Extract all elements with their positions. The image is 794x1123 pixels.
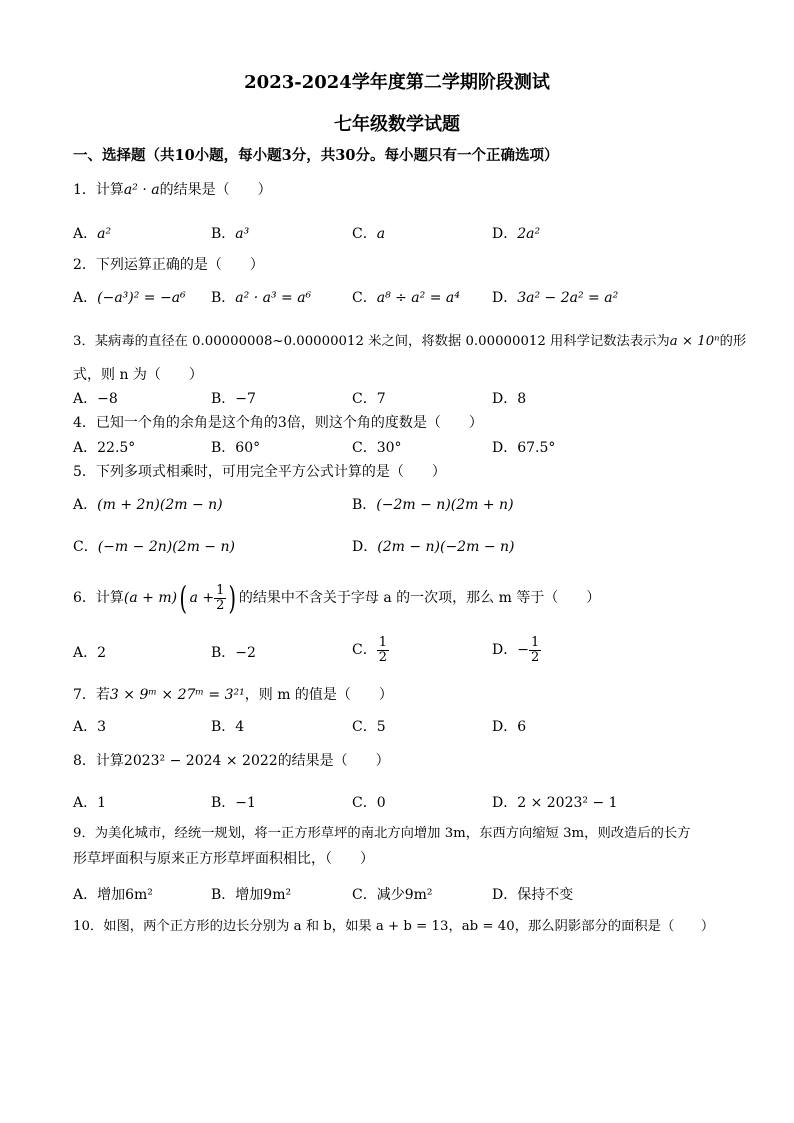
option-label: A． [73, 440, 98, 456]
question-9: 9．为美化城市，经统一规划，将一正方形草坪的南北方向增加 3m，东西方向缩短 3m，则改造后的长方 [73, 826, 691, 841]
q2-option-c[interactable] [352, 291, 460, 305]
option-value: (2m − n)(−2m − n) [377, 539, 515, 555]
question-3 [73, 335, 746, 348]
option-label: D． [492, 642, 518, 658]
option-label: C． [352, 290, 377, 306]
option-value: 1 [97, 795, 107, 811]
option-label: D． [492, 887, 518, 903]
option-label: D． [492, 290, 518, 306]
q1-option-d[interactable] [492, 227, 540, 241]
denominator: 2 [378, 649, 387, 665]
q6-option-c[interactable] [352, 632, 389, 668]
q8-pre: 8．计算 [73, 753, 124, 769]
q7-post: ，则 m 的值是（ ） [244, 687, 393, 703]
q7-option-c[interactable] [352, 720, 386, 734]
q1-pre: 1．计算 [73, 182, 124, 198]
option-label: C． [352, 440, 377, 456]
q6-option-b[interactable] [211, 646, 256, 660]
option-label: A． [73, 290, 98, 306]
option-value: −2 [235, 645, 256, 661]
q2-option-b[interactable] [211, 291, 311, 305]
numerator: 1 [216, 582, 225, 598]
option-fraction [377, 636, 389, 664]
option-value: 60° [235, 440, 261, 456]
option-label: A． [73, 391, 98, 407]
q7-option-d[interactable] [492, 720, 526, 734]
option-value: a² · a³ = a⁶ [235, 290, 312, 306]
q1-option-a[interactable] [73, 227, 111, 241]
option-label: C． [352, 719, 377, 735]
q6-option-d[interactable] [492, 632, 541, 668]
option-value: −1 [235, 795, 256, 811]
option-label: A． [73, 226, 98, 242]
q8-option-c[interactable] [352, 796, 386, 810]
question-3-line2: 式，则 n 为（ ） [73, 367, 203, 383]
option-value: 3 [97, 719, 107, 735]
option-value: a⁸ ÷ a² = a⁴ [376, 290, 460, 306]
option-value: 增加9m² [235, 887, 292, 903]
option-value: 5 [376, 719, 386, 735]
q6-expr-a: (a + m) [123, 590, 178, 606]
option-label: B． [211, 440, 236, 456]
q8-expr: 2023² − 2024 × 2022 [123, 753, 278, 769]
minus-sign: − [517, 642, 529, 658]
option-value: 保持不变 [517, 887, 574, 903]
option-value: 6 [517, 719, 527, 735]
q7-option-a[interactable] [73, 720, 106, 734]
option-label: B． [352, 497, 377, 513]
option-label: B． [211, 226, 236, 242]
option-label: C． [352, 391, 377, 407]
option-value: 0 [376, 795, 386, 811]
question-4: 4．已知一个角的余角是这个角的3倍，则这个角的度数是（ ） [73, 415, 483, 431]
q4-option-c[interactable] [352, 441, 402, 455]
option-value: 7 [376, 391, 386, 407]
option-label: C． [73, 539, 98, 555]
option-value: a³ [235, 226, 250, 242]
option-label: B． [211, 645, 236, 661]
option-value: (−a³)² = −a⁶ [97, 290, 186, 306]
question-9-line2: 形草坪面积与原来正方形草坪面积相比，（ ） [73, 851, 374, 867]
q5-option-b[interactable] [352, 498, 514, 512]
option-value: 3a² − 2a² = a² [517, 290, 619, 306]
option-value: (−m − 2n)(2m − n) [97, 539, 235, 555]
q2-option-d[interactable] [492, 291, 618, 305]
q7-expr: 3 × 9ᵐ × 27ᵐ = 3²¹ [109, 687, 245, 703]
q6-pre: 6．计算 [73, 590, 124, 606]
exam-title: 2023-2024学年度第二学期阶段测试 [244, 72, 550, 93]
q7-pre: 7．若 [73, 687, 110, 703]
option-value: −7 [235, 391, 256, 407]
question-1 [73, 183, 272, 197]
option-value: 30° [376, 440, 402, 456]
q4-option-b[interactable] [211, 441, 260, 455]
paren-close: ) [228, 579, 237, 617]
option-label: D． [492, 226, 518, 242]
numerator: 1 [378, 634, 387, 650]
q5-option-a[interactable] [73, 498, 223, 512]
option-label: D． [492, 391, 518, 407]
option-label: D． [492, 795, 518, 811]
paren-open: ( [179, 579, 188, 617]
q6-post: 的结果中不含关于字母 a 的一次项，那么 m 等于（ ） [238, 590, 601, 606]
option-label: D． [492, 440, 518, 456]
q3-option-d[interactable] [492, 392, 526, 406]
q5-option-d[interactable] [352, 540, 514, 554]
q1-post: 的结果是（ ） [159, 182, 272, 198]
option-label: C． [352, 226, 377, 242]
option-value: 22.5° [97, 440, 136, 456]
option-value: −8 [97, 391, 118, 407]
section-heading: 一、选择题（共10小题，每小题3分，共30分。每小题只有一个正确选项） [73, 147, 559, 164]
q4-option-d[interactable] [492, 441, 555, 455]
q8-option-a[interactable] [73, 796, 106, 810]
q3-option-a[interactable] [73, 392, 118, 406]
option-label: A． [73, 645, 98, 661]
q3-expr: a × 10ⁿ [669, 334, 720, 349]
option-label: D． [492, 719, 518, 735]
question-5: 5．下列多项式相乘时，可用完全平方公式计算的是（ ） [73, 464, 446, 480]
option-label: A． [73, 795, 98, 811]
option-value: 2a² [517, 226, 541, 242]
option-label: C． [352, 795, 377, 811]
q7-option-b[interactable] [211, 720, 244, 734]
q5-option-c[interactable] [73, 540, 235, 554]
q1-expr: a² · a [123, 182, 160, 198]
option-label: C． [352, 887, 377, 903]
q3-option-b[interactable] [211, 392, 256, 406]
q9-option-d[interactable] [492, 888, 573, 902]
option-value: 减少9m² [376, 887, 433, 903]
option-label: A． [73, 887, 98, 903]
q8-option-b[interactable] [211, 796, 256, 810]
option-fraction [529, 636, 541, 664]
q8-post: 的结果是（ ） [277, 753, 390, 769]
option-label: A． [73, 719, 98, 735]
option-label: B． [211, 290, 236, 306]
option-label: A． [73, 497, 98, 513]
question-10: 10．如图，两个正方形的边长分别为 a 和 b，如果 a + b = 13，ab = 40，那么阴影部分的面积是（ ） [73, 919, 715, 934]
q9-option-a[interactable] [73, 888, 153, 902]
q6-option-a[interactable] [73, 646, 106, 660]
q3-text: 3．某病毒的直径在 0.00000008~0.00000012 米之间，将数据 0.00000012 用科学记数法表示为 [73, 334, 670, 349]
q9-option-b[interactable] [211, 888, 291, 902]
q6-expr-b: a + [189, 590, 215, 606]
option-value: (−2m − n)(2m + n) [376, 497, 514, 513]
option-value: a² [97, 226, 112, 242]
q3-text-end: 的形 [719, 334, 747, 349]
option-value: 增加6m² [97, 887, 153, 903]
q8-option-d[interactable] [492, 796, 618, 810]
q4-option-a[interactable] [73, 441, 135, 455]
q3-option-c[interactable] [352, 392, 386, 406]
denominator: 2 [216, 597, 225, 613]
option-value: 2 [97, 645, 107, 661]
q2-option-a[interactable] [73, 291, 186, 305]
option-value: 67.5° [517, 440, 556, 456]
option-value: 2 × 2023² − 1 [517, 795, 618, 811]
option-value: 8 [517, 391, 527, 407]
q6-fraction [214, 584, 226, 612]
question-2: 2．下列运算正确的是（ ） [73, 257, 264, 273]
q1-option-c[interactable] [352, 227, 385, 241]
option-label: B． [211, 391, 236, 407]
option-label: C． [352, 642, 377, 658]
question-8 [73, 754, 390, 768]
option-value: a [376, 226, 386, 242]
option-label: B． [211, 887, 236, 903]
option-value: (m + 2n)(2m − n) [97, 497, 223, 513]
denominator: 2 [530, 649, 540, 665]
q1-option-b[interactable] [211, 227, 249, 241]
q9-option-c[interactable] [352, 888, 433, 902]
option-label: D． [352, 539, 378, 555]
numerator: 1 [530, 634, 540, 650]
question-6 [73, 580, 600, 620]
exam-subtitle: 七年级数学试题 [334, 114, 460, 135]
option-value: 4 [235, 719, 245, 735]
question-7 [73, 688, 393, 702]
option-label: B． [211, 795, 236, 811]
option-label: B． [211, 719, 236, 735]
